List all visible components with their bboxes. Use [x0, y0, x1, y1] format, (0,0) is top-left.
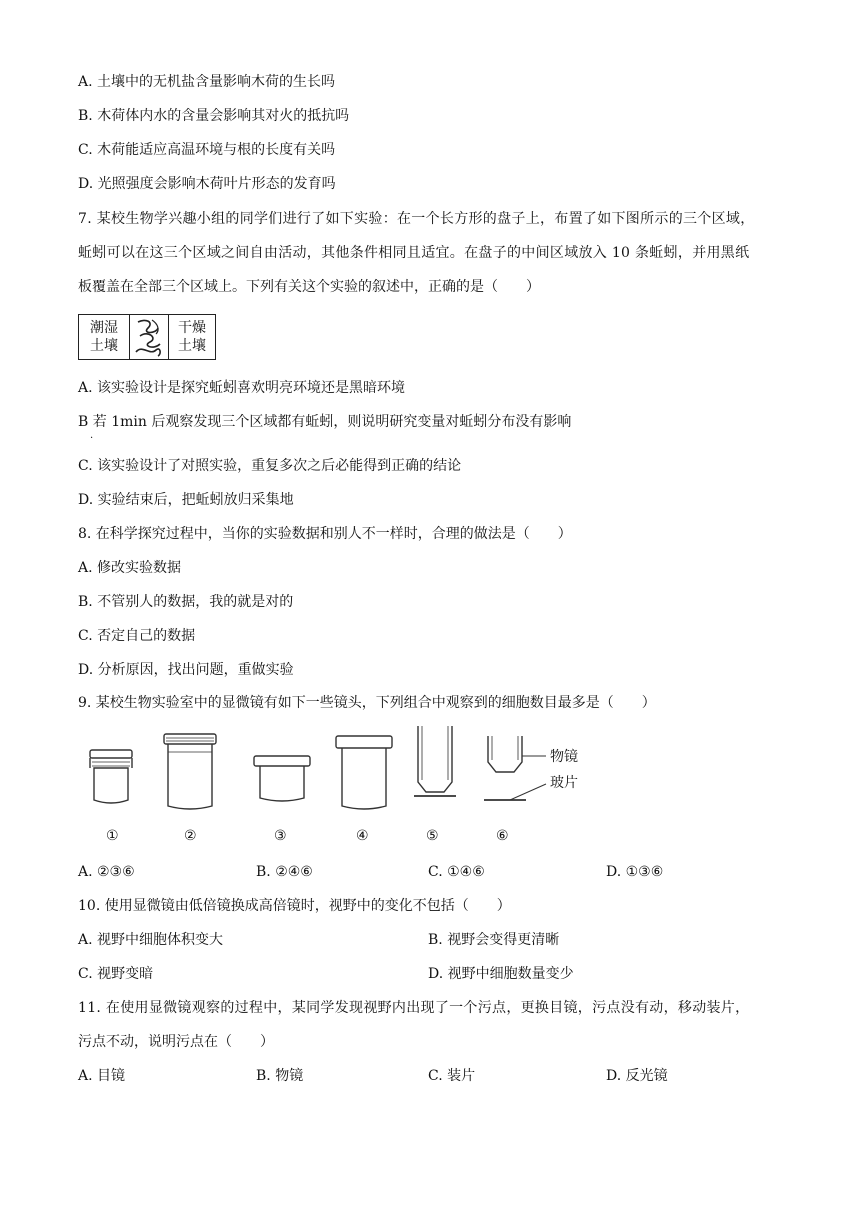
- lens-number-6: ⑥: [496, 828, 509, 844]
- q10-option-d: D. 视野中细胞数量变少: [428, 966, 574, 982]
- q7-option-b: B 若 1min 后观察发现三个区域都有蚯蚓，则说明研究变量对蚯蚓分布没有影响: [78, 414, 572, 430]
- q9-option-c: C. ①④⑥: [428, 864, 485, 880]
- objective-short-icon: [254, 756, 310, 801]
- q11-option-a: A. 目镜: [78, 1068, 126, 1084]
- q7-stem-line1: 7. 某校生物学兴趣小组的同学们进行了如下实验：在一个长方形的盘子上，布置了如下图所示的三个区域，: [78, 211, 755, 227]
- q9-option-d: D. ①③⑥: [606, 864, 664, 880]
- q9-option-b: B. ②④⑥: [256, 864, 313, 880]
- q9-stem: 9. 某校生物实验室中的显微镜有如下一些镜头，下列组合中观察到的细胞数目最多是（ ）: [78, 695, 656, 711]
- q6-option-b: B. 木荷体内水的含量会影响其对火的抵抗吗: [78, 108, 350, 124]
- q8-option-b: B. 不管别人的数据，我的就是对的: [78, 594, 294, 610]
- q8-option-c: C. 否定自己的数据: [78, 628, 196, 644]
- q8-stem: 8. 在科学探究过程中，当你的实验数据和别人不一样时，合理的做法是（ ）: [78, 526, 572, 542]
- q7-option-b-dot: .: [90, 430, 94, 441]
- lens-number-4: ④: [356, 828, 369, 844]
- q11-stem-line2: 污点不动，说明污点在（ ）: [78, 1034, 274, 1050]
- q7-option-a: A. 该实验设计是探究蚯蚓喜欢明亮环境还是黑暗环境: [78, 380, 406, 396]
- lens-number-2: ②: [184, 828, 197, 844]
- lens-number-3: ③: [274, 828, 287, 844]
- moist-soil-zone: [79, 315, 130, 359]
- earthworm-zone: [130, 315, 169, 359]
- q6-option-a: A. 土壤中的无机盐含量影响木荷的生长吗: [78, 74, 336, 90]
- q11-stem-line1: 11. 在使用显微镜观察的过程中，某同学发现视野内出现了一个污点，更换目镜，污点没有动，移动装片，: [78, 1000, 750, 1016]
- q10-option-a: A. 视野中细胞体积变大: [78, 932, 224, 948]
- q10-stem: 10. 使用显微镜由低倍镜换成高倍镜时，视野中的变化不包括（ ）: [78, 898, 511, 914]
- q7-option-d: D. 实验结束后，把蚯蚓放归采集地: [78, 492, 294, 508]
- q7-stem-line2: 蚯蚓可以在这三个区域之间自由活动，其他条件相同且适宜。在盘子的中间区域放入 10 条蚯蚓，并用黑纸: [78, 245, 750, 261]
- q10-option-b: B. 视野会变得更清晰: [428, 932, 560, 948]
- objective-near-slide-icon: [414, 726, 456, 796]
- lens-number-5: ⑤: [426, 828, 439, 844]
- q6-option-c: C. 木荷能适应高温环境与根的长度有关吗: [78, 142, 336, 158]
- q6-option-d: D. 光照强度会影响木荷叶片形态的发育吗: [78, 176, 336, 192]
- objective-label: 物镜: [550, 749, 578, 765]
- q10-option-c: C. 视野变暗: [78, 966, 154, 982]
- q8-option-d: D. 分析原因，找出问题，重做实验: [78, 662, 294, 678]
- objective-long-icon: [336, 736, 392, 809]
- dry-soil-zone: [169, 315, 215, 359]
- eyepiece-short-icon: [90, 750, 132, 803]
- q8-option-a: A. 修改实验数据: [78, 560, 182, 576]
- q7-option-c: C. 该实验设计了对照实验，重复多次之后必能得到正确的结论: [78, 458, 462, 474]
- q9-option-a: A. ②③⑥: [78, 864, 135, 880]
- moist-soil-label-line2: 土壤: [90, 338, 118, 354]
- earthworm-experiment-figure: [78, 314, 216, 360]
- q11-option-b: B. 物镜: [256, 1068, 304, 1084]
- microscope-lenses-figure: [78, 722, 598, 822]
- q11-option-c: C. 装片: [428, 1068, 476, 1084]
- dry-soil-label-line1: 干燥: [178, 320, 206, 336]
- objective-far-slide-icon: [484, 736, 546, 800]
- lens-number-1: ①: [106, 828, 119, 844]
- eyepiece-long-icon: [164, 734, 216, 809]
- q11-option-d: D. 反光镜: [606, 1068, 668, 1084]
- slide-label: 玻片: [550, 775, 578, 791]
- dry-soil-label-line2: 土壤: [178, 338, 206, 354]
- moist-soil-label-line1: 潮湿: [90, 320, 118, 336]
- q7-stem-line3: 板覆盖在全部三个区域上。下列有关这个实验的叙述中，正确的是（ ）: [78, 279, 540, 295]
- earthworm-icon: [132, 316, 166, 358]
